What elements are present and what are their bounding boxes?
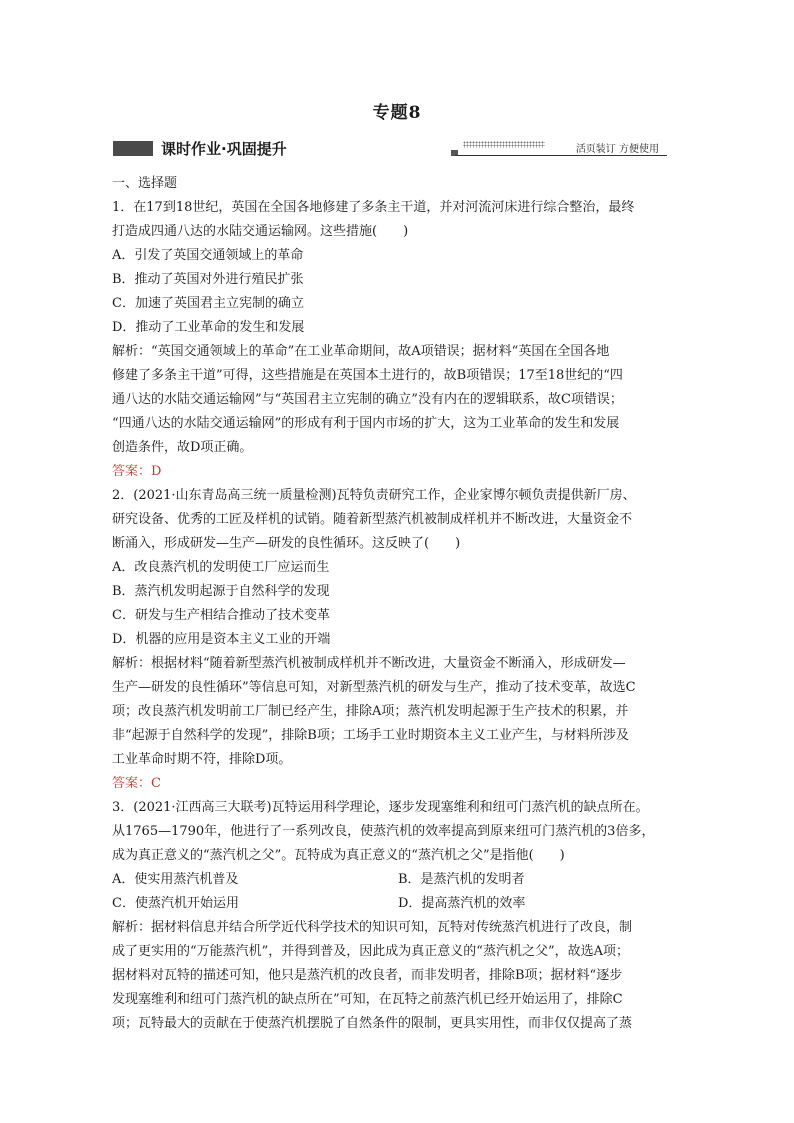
q2-analysis-line: 工业革命时期不符，排除D项。 — [112, 752, 292, 767]
q2-analysis-line: 项；改良蒸汽机发明前工厂制已经产生，排除A项；蒸汽机发明起源于生产技术的积累，并 — [112, 704, 629, 719]
q1-answer: 答案：D — [112, 464, 162, 479]
q2-analysis-line: 非“起源于自然科学的发现”，排除B项；工场手工业时期资本主义工业产生，与材料所涉及 — [112, 728, 629, 743]
q3-option-c: C．使蒸汽机开始运用 — [112, 896, 239, 911]
q3-options-row — [112, 892, 684, 916]
q2-stem-line: 2．(2021·山东青岛高三统一质量检测)瓦特负责研究工作，企业家博尔顿负责提供新厂房、 — [112, 488, 636, 503]
q2-option-d: D．机器的应用是资本主义工业的开端 — [112, 632, 331, 647]
banner-dots-decoration — [463, 141, 545, 148]
q3-option-d: D．提高蒸汽机的效率 — [398, 896, 526, 911]
q3-analysis-line: 据材料对瓦特的描述可知，他只是蒸汽机的改良者，而非发明者，排除B项；据材料“逐步 — [112, 968, 623, 983]
banner-rule — [455, 155, 667, 156]
q2-stem-line: 断涌入，形成研发—生产—研发的良性循环。这反映了( ) — [112, 536, 461, 551]
q3-option-b: B．是蒸汽机的发明者 — [398, 872, 525, 887]
banner-title: 课时作业·巩固提升 — [161, 140, 287, 158]
q1-option-b: B．推动了英国对外进行殖民扩张 — [112, 272, 304, 287]
q3-options-row — [112, 868, 684, 892]
q3-analysis-line: 解析：据材料信息并结合所学近代科学技术的知识可知，瓦特对传统蒸汽机进行了改良，制 — [112, 920, 633, 935]
q2-analysis-line: 生产—研发的良性循环”等信息可知，对新型蒸汽机的研发与生产，推动了技术变革，故选C — [112, 680, 636, 695]
section-heading: 一、选择题 — [112, 176, 178, 191]
q1-option-d: D．推动了工业革命的发生和发展 — [112, 320, 305, 335]
q1-stem-line: 打造成四通八达的水陆交通运输网。这些措施( ) — [112, 224, 409, 239]
q1-analysis-line: 修建了多条主干道”可得，这些措施是在英国本土进行的，故B项错误；17至18世纪的“四 — [112, 368, 623, 383]
q3-analysis-line: 发现塞维利和纽可门蒸汽机的缺点所在”可知，在瓦特之前蒸汽机已经开始运用了，排除C — [112, 992, 623, 1007]
section-banner — [113, 138, 667, 160]
banner-hint: 活页装订 方便使用 — [575, 144, 659, 155]
q1-analysis-line: 通八达的水陆交通运输网”与“英国君主立宪制的确立”没有内在的逻辑联系，故C项错误； — [112, 392, 623, 407]
banner-block-decoration — [113, 141, 153, 156]
document-body — [112, 172, 684, 1036]
q2-option-b: B．蒸汽机发明起源于自然科学的发现 — [112, 584, 330, 599]
q3-stem-line: 从1765—1790年，他进行了一系列改良，使蒸汽机的效率提高到原来纽可门蒸汽机的3倍多， — [112, 824, 655, 839]
q1-analysis-line: 解析：“英国交通领域上的革命”在工业革命期间，故A项错误；据材料“英国在全国各地 — [112, 344, 610, 359]
q3-analysis-line: 成了更实用的“万能蒸汽机”，并得到普及，因此成为真正意义的“蒸汽机之父”，故选A项； — [112, 944, 629, 959]
q2-option-a: A．改良蒸汽机的发明使工厂应运而生 — [112, 560, 330, 575]
q1-option-c: C．加速了英国君主立宪制的确立 — [112, 296, 304, 311]
q1-option-a: A．引发了英国交通领域上的革命 — [112, 248, 304, 263]
q2-stem-line: 研究设备、优秀的工匠及样机的试销。随着新型蒸汽机被制成样机并不断改进，大量资金不 — [112, 512, 633, 527]
q1-analysis-line: “四通八达的水陆交通运输网”的形成有利于国内市场的扩大，这为工业革命的发生和发展 — [112, 416, 620, 431]
q2-answer: 答案：C — [112, 776, 161, 791]
q1-stem-line: 1．在17到18世纪，英国在全国各地修建了多条主干道，并对河流河床进行综合整治，最终 — [112, 200, 635, 215]
q3-analysis-line: 项；瓦特最大的贡献在于使蒸汽机摆脱了自然条件的限制，更具实用性，而非仅仅提高了蒸 — [112, 1016, 633, 1031]
q3-option-a: A．使实用蒸汽机普及 — [112, 872, 239, 887]
page-title: 专题8 — [372, 103, 422, 123]
q3-stem-line: 3．(2021·江西高三大联考)瓦特运用科学理论，逐步发现塞维利和纽可门蒸汽机的缺点所在。 — [112, 800, 649, 815]
q2-option-c: C．研发与生产相结合推动了技术变革 — [112, 608, 330, 623]
q2-analysis-line: 解析：根据材料“随着新型蒸汽机被制成样机并不断改进，大量资金不断涌入，形成研发— — [112, 656, 626, 671]
q3-stem-line: 成为真正意义的“蒸汽机之父”。瓦特成为真正意义的“蒸汽机之父”是指他( ) — [112, 848, 565, 863]
q1-analysis-line: 创造条件，故D项正确。 — [112, 440, 253, 455]
